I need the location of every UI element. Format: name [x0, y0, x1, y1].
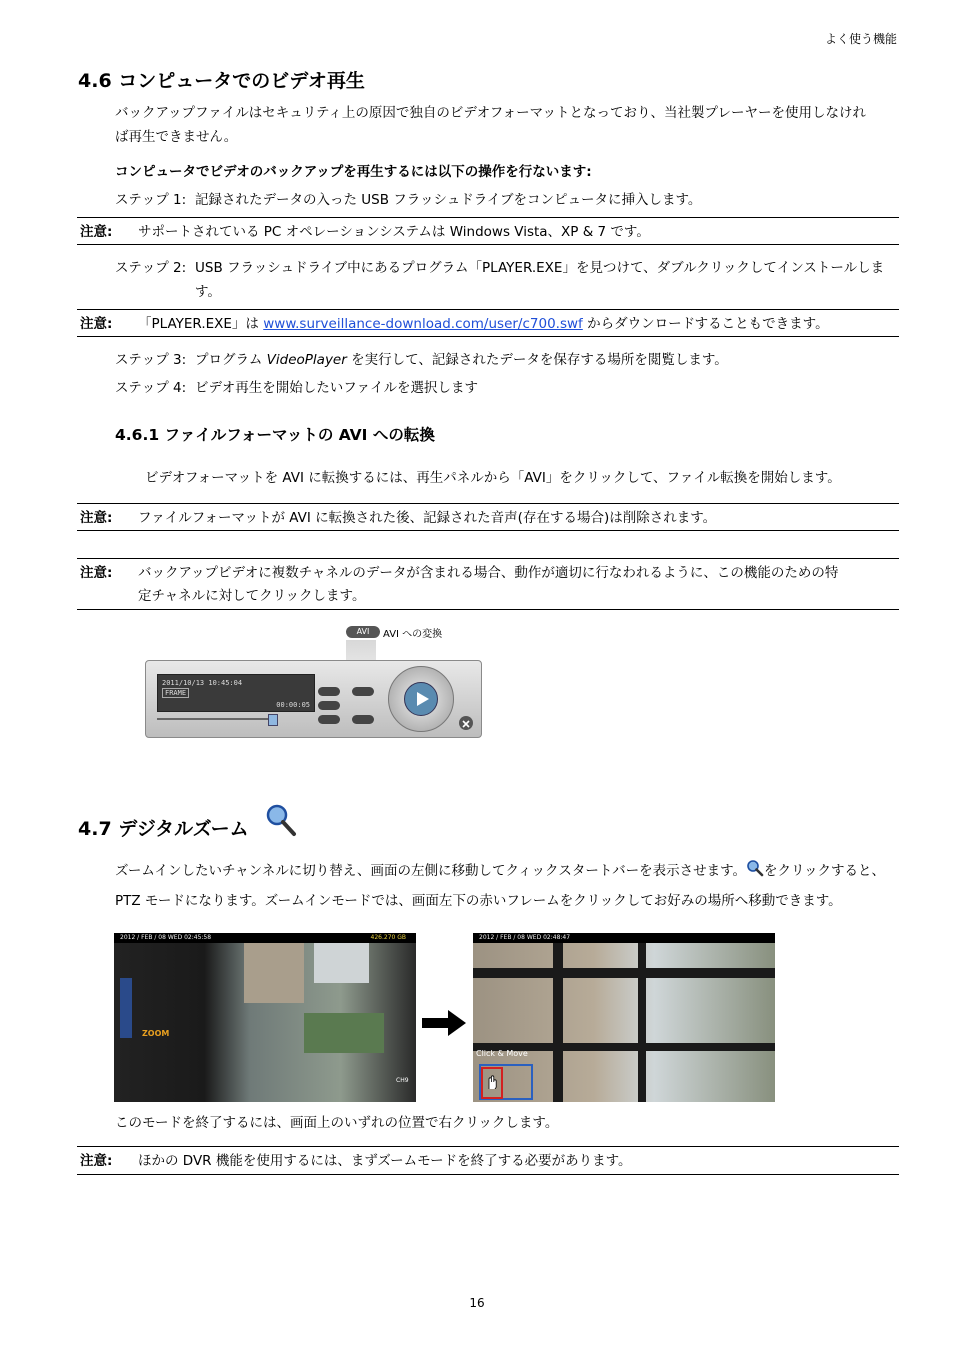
- running-header: よく使う機能: [824, 32, 897, 46]
- step-2: ステップ 2: USB フラッシュドライブ中にあるプログラム「PLAYER.EXE」を見つけて、ダブルクリックしてインストールしま す。: [115, 260, 885, 300]
- note-os-support: 注意: サポートされている PC オペレーションシステムは Windows Vista、XP & 7 です。: [77, 217, 899, 245]
- quick-start-bar: [120, 978, 132, 1038]
- channel-label: CH9: [396, 1077, 409, 1084]
- player-avi-button[interactable]: [352, 687, 374, 696]
- step-1: ステップ 1: 記録されたデータの入った USB フラッシュドライブをコンピュータに挿入します。: [115, 192, 702, 208]
- play-icon[interactable]: [404, 682, 438, 716]
- page-number: 16: [469, 1296, 485, 1310]
- avi-body: ビデオフォーマットを AVI に転換するには、再生パネルから「AVI」をクリックして、ファイル転換を開始します。: [145, 470, 841, 486]
- hand-cursor-icon: [485, 1073, 499, 1093]
- player-forward-button[interactable]: [352, 715, 374, 724]
- click-move-label: Click & Move: [476, 1049, 528, 1058]
- magnifier-icon: [746, 859, 764, 877]
- download-link[interactable]: www.surveillance-download.com/user/c700.swf: [263, 316, 583, 332]
- close-icon[interactable]: [459, 716, 473, 730]
- section-title-4-6-1: 4.6.1 ファイルフォーマットの AVI への転換: [115, 426, 435, 444]
- avi-button[interactable]: AVI: [346, 626, 380, 638]
- player-screen: 2011/10/13 10:45:04 FRAME 00:00:05: [157, 674, 315, 712]
- magnifier-icon: [265, 803, 297, 841]
- step-4: ステップ 4: ビデオ再生を開始したいファイルを選択します: [115, 380, 478, 396]
- exit-zoom-text: このモードを終了するには、画面上のいずれの位置で右クリックします。: [115, 1115, 559, 1131]
- zoom-body: ズームインしたいチャンネルに切り替え、画面の左側に移動してクィックスタートバーを表示させます。 をクリックすると、 PTZ モードになります。ズームインモードでは、画面左下の赤いフレームをクリックしてお好みの場所へ移動できます。: [115, 856, 915, 916]
- arrow-right-icon: [422, 1010, 466, 1040]
- section-title-4-7: 4.7 デジタルズーム: [78, 818, 249, 840]
- note-download: 注意: 「PLAYER.EXE」は www.surveillance-download.com/user/c700.swf からダウンロードすることもできます。: [77, 309, 899, 337]
- zoom-screenshot-before: 2012 / FEB / 08 WED 02:45:58 426.270 GB ZOOM CH9: [114, 933, 416, 1102]
- zoom-screenshot-after: 2012 / FEB / 08 WED 02:48:47 Click & Move: [473, 933, 775, 1102]
- player-button[interactable]: [318, 687, 340, 696]
- seek-bar[interactable]: [157, 718, 273, 720]
- note-exit-zoom: 注意: ほかの DVR 機能を使用するには、まずズームモードを終了する必要があります。: [77, 1146, 899, 1175]
- section-title-4-6: 4.6 コンピュータでのビデオ再生: [78, 70, 365, 92]
- intro-paragraph: バックアップファイルはセキュリティ上の原因で独自のビデオフォーマットとなっており、当社製プレーヤーを使用しなけれ ば再生できません。: [115, 105, 867, 145]
- avi-callout: AVI への変換: [383, 629, 443, 640]
- procedure-heading: コンピュータでビデオのバックアップを再生するには以下の操作を行ないます:: [115, 164, 592, 180]
- note-audio-removed: 注意: ファイルフォーマットが AVI に転換された後、記録された音声(存在する場合)は削除されます。: [77, 503, 899, 531]
- step-3: ステップ 3: プログラム VideoPlayer を実行して、記録されたデータを保存する場所を閲覧します。: [115, 352, 728, 368]
- note-multi-channel: 注意: バックアップビデオに複数チャネルのデータが含まれる場合、動作が適切に行なわれるように、この機能のための特 定チャネルに対してクリックします。: [77, 558, 899, 610]
- player-button[interactable]: [318, 701, 340, 710]
- player-rewind-button[interactable]: [318, 715, 340, 724]
- seek-handle[interactable]: [268, 714, 278, 726]
- zoom-label: ZOOM: [142, 1029, 170, 1038]
